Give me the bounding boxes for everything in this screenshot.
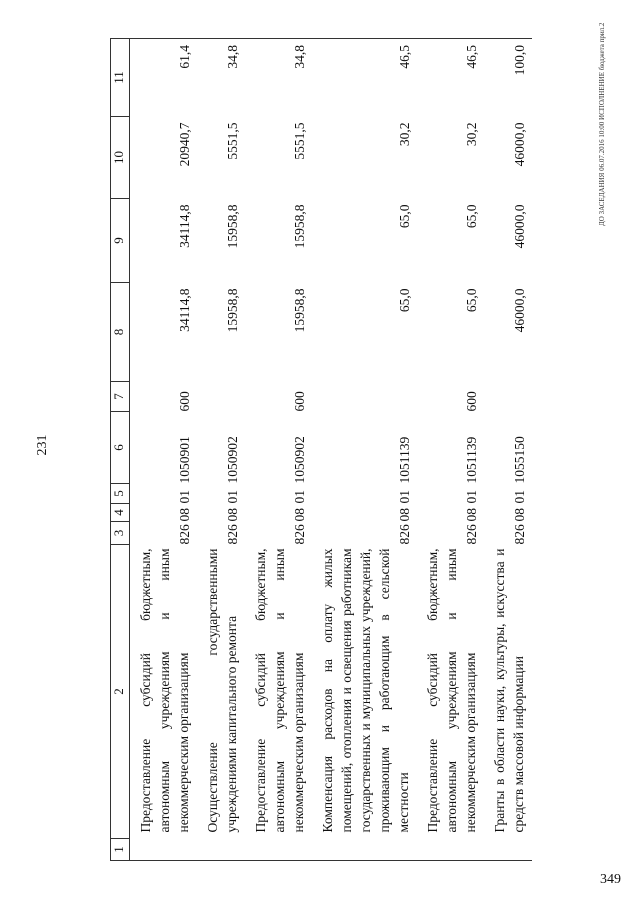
row-description: Гранты в области науки, культуры, искусства и средств массовой информации [492, 548, 526, 833]
approved-amount: 15958,8 [225, 288, 240, 333]
subsection-code: 01 [464, 490, 479, 504]
executed-amount: 30,2 [464, 122, 479, 147]
column-header-10: 10 [111, 117, 130, 199]
document-side-note: ДО ЗАСЕДАНИЯ 06.07.2016 10:00 ИСПОЛНЕНИЕ бюджета прил.2 [598, 22, 606, 226]
refined-amount: 65,0 [464, 204, 479, 229]
column-header-7: 7 [111, 382, 130, 412]
table-row [417, 39, 484, 861]
page-number-top: 231 [35, 434, 50, 456]
expense-type-code: 600 [292, 391, 307, 412]
column-header-1: 1 [111, 839, 130, 861]
refined-amount: 15958,8 [292, 204, 307, 249]
admin-code: 826 [292, 524, 307, 545]
approved-amount: 65,0 [464, 288, 479, 313]
section-code: 08 [225, 508, 240, 522]
column-header-8: 8 [111, 283, 130, 382]
section-code: 08 [512, 508, 527, 522]
row-number-cell [197, 839, 245, 861]
execution-percent: 46,5 [417, 39, 484, 117]
admin-code: 826 [225, 524, 240, 545]
section-code: 08 [292, 508, 307, 522]
refined-amount: 15958,8 [225, 204, 240, 249]
admin-code: 826 [464, 524, 479, 545]
expense-type-code [312, 382, 417, 412]
row-description: Предоставление субсидий бюджетным, автономным учреждениям и иным некоммерческим организациям [138, 548, 191, 833]
row-number-cell [245, 839, 312, 861]
column-header-4: 4 [111, 504, 130, 522]
table-body [130, 39, 533, 861]
subsection-code: 01 [292, 490, 307, 504]
row-description: Осуществление государственными учреждениями капитального ремонта [205, 548, 239, 833]
rotated-table-container [110, 39, 590, 861]
target-article-code: 1051139 [397, 436, 412, 484]
row-description: Компенсация расходов на оплату жилых помещений, отопления и освещения работникам государственных и муниципальных учреждений, проживающим и работающим в сельской местности [320, 548, 411, 833]
table-row [245, 39, 312, 861]
table-row [312, 39, 417, 861]
executed-amount: 5551,5 [225, 122, 240, 160]
executed-amount: 20940,7 [177, 122, 192, 167]
subsection-code: 01 [512, 490, 527, 504]
execution-percent: 34,8 [197, 39, 245, 117]
table-row [130, 39, 198, 861]
subsection-code: 01 [397, 490, 412, 504]
approved-amount: 34114,8 [177, 288, 192, 332]
row-number-cell [130, 839, 198, 861]
section-code: 08 [397, 508, 412, 522]
column-header-3: 3 [111, 522, 130, 545]
column-header-6: 6 [111, 412, 130, 484]
row-number-cell [312, 839, 417, 861]
refined-amount: 65,0 [397, 204, 412, 229]
table-header-row [111, 39, 130, 861]
executed-amount: 46000,0 [512, 122, 527, 167]
executed-amount: 5551,5 [292, 122, 307, 160]
execution-percent: 61,4 [130, 39, 198, 117]
table-row [484, 39, 532, 861]
execution-percent: 34,8 [245, 39, 312, 117]
admin-code: 826 [512, 524, 527, 545]
row-description: Предоставление субсидий бюджетным, автономным учреждениям и иным некоммерческим организациям [425, 548, 478, 833]
refined-amount: 34114,8 [177, 204, 192, 248]
approved-amount: 65,0 [397, 288, 412, 313]
row-description: Предоставление субсидий бюджетным, автономным учреждениям и иным некоммерческим организациям [253, 548, 306, 833]
refined-amount: 46000,0 [512, 204, 527, 249]
target-article-code: 1051139 [464, 436, 479, 484]
budget-table [110, 38, 532, 861]
target-article-code: 1050902 [225, 436, 240, 484]
section-code: 08 [177, 508, 192, 522]
subsection-code: 01 [177, 490, 192, 504]
executed-amount: 30,2 [397, 122, 412, 147]
row-number-cell [484, 839, 532, 861]
target-article-code: 1055150 [512, 436, 527, 484]
subsection-code: 01 [225, 490, 240, 504]
expense-type-code [484, 382, 532, 412]
table-row [197, 39, 245, 861]
column-header-9: 9 [111, 199, 130, 283]
column-header-11: 11 [111, 39, 130, 117]
admin-code: 826 [397, 524, 412, 545]
expense-type-code: 600 [177, 391, 192, 412]
page-number-bottom: 349 [600, 872, 621, 887]
execution-percent: 100,0 [484, 39, 532, 117]
expense-type-code: 600 [464, 391, 479, 412]
target-article-code: 1050901 [177, 436, 192, 484]
section-code: 08 [464, 508, 479, 522]
admin-code: 826 [177, 524, 192, 545]
approved-amount: 15958,8 [292, 288, 307, 333]
approved-amount: 46000,0 [512, 288, 527, 333]
target-article-code: 1050902 [292, 436, 307, 484]
expense-type-code [197, 382, 245, 412]
row-number-cell [417, 839, 484, 861]
execution-percent: 46,5 [312, 39, 417, 117]
column-header-5: 5 [111, 484, 130, 504]
column-header-2: 2 [111, 545, 130, 839]
